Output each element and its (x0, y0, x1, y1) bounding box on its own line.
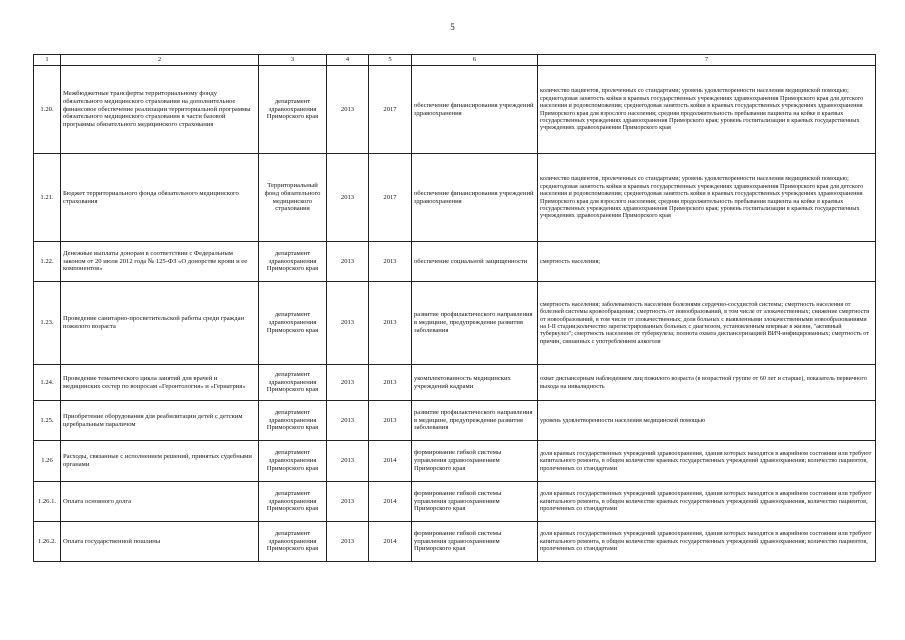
column-header-row (34, 55, 876, 66)
expected-result: развитие профилактического направления в медицине, предупреждение развития заболевания (412, 282, 538, 365)
row-number: 1.22. (34, 242, 61, 282)
expected-result: формирование гибкой системы управления здравоохранением Приморского края (412, 482, 538, 522)
start-year: 2013 (327, 242, 369, 282)
table-row (34, 66, 876, 154)
measure-name: Проведение тематического цикла занятий для врачей и медицинских сестер по вопросам «Геронтология» и «Гериатрия» (61, 365, 259, 401)
executor: Территориальный фонд обязательного медицинского страхования (259, 154, 327, 242)
indicator: охват диспансерным наблюдением лиц пожилого возраста (в возрастной группе от 60 лет и старше), показатель первичного выхода на инвалидность (538, 365, 876, 401)
column-header: 6 (412, 55, 538, 66)
end-year: 2014 (369, 441, 412, 482)
start-year: 2013 (327, 282, 369, 365)
start-year: 2013 (327, 365, 369, 401)
measure-name: Оплата государственной пошлины (61, 522, 259, 562)
measure-name: Межбюджетные трансферты территориальному фонду обязательного медицинского страхования на дополнительное финансовое обеспечение реализации территориальной программы обязательного медицинского страхования в части базовой программы обязательного медицинского страхования (61, 66, 259, 154)
executor: департамент здравоохранения Приморского края (259, 66, 327, 154)
end-year: 2014 (369, 482, 412, 522)
start-year: 2013 (327, 401, 369, 441)
start-year: 2013 (327, 441, 369, 482)
measure-name: Оплата основного долга (61, 482, 259, 522)
end-year: 2013 (369, 282, 412, 365)
table-row (34, 365, 876, 401)
indicator: доля краевых государственных учреждений здравоохранения, здания которых находятся в аварийном состоянии или требуют капитального ремонта, в общем количестве краевых государственных учреждений здравоохранения; количество пациентов, пролеченных со стандартами (538, 441, 876, 482)
measure-name: Расходы, связанные с исполнением решений, принятых судебными органами (61, 441, 259, 482)
column-header: 1 (34, 55, 61, 66)
expected-result: укомплектованность медицинских учреждений кадрами (412, 365, 538, 401)
expected-result: обеспечение финансирования учреждений здравоохранения (412, 154, 538, 242)
indicator: количество пациентов, пролеченных со стандартами; уровень удовлетворенности населения медицинской помощью; среднегодовая занятость койки в краевых государственных учреждениях здравоохранения Приморского края для детского населения и родовспоможения; среднегодовая занятость койки в краевых государственных учреждениях здравоохранения Приморского края для взрослого населения; средняя продолжительность пребывания пациента на койке в краевых государственных учреждениях здравоохранения Приморского края; уровень госпитализации в краевых государственных учреждениях здравоохранения Приморского края (538, 154, 876, 242)
row-number: 1.26.2. (34, 522, 61, 562)
start-year: 2013 (327, 154, 369, 242)
expected-result: формирование гибкой системы управления здравоохранением Приморского края (412, 522, 538, 562)
column-header: 2 (61, 55, 259, 66)
start-year: 2013 (327, 66, 369, 154)
executor: департамент здравоохранения Приморского края (259, 242, 327, 282)
row-number: 1.26.1. (34, 482, 61, 522)
table-row (34, 522, 876, 562)
executor: департамент здравоохранения Приморского края (259, 441, 327, 482)
end-year: 2017 (369, 66, 412, 154)
column-header: 4 (327, 55, 369, 66)
measure-name: Денежные выплаты донорам в соответствии с Федеральным законом от 20 июля 2012 года № 125-ФЗ «О донорстве крови и ее компонентов» (61, 242, 259, 282)
row-number: 1.26 (34, 441, 61, 482)
executor: департамент здравоохранения Приморского края (259, 282, 327, 365)
end-year: 2013 (369, 365, 412, 401)
table-row (34, 282, 876, 365)
end-year: 2013 (369, 401, 412, 441)
indicator: доля краевых государственных учреждений здравоохранения, здания которых находятся в аварийном состоянии или требуют капитального ремонта, в общем количестве краевых государственных учреждений здравоохранения, количество пациентов, пролеченных со стандартами (538, 482, 876, 522)
row-number: 1.21. (34, 154, 61, 242)
executor: департамент здравоохранения Приморского края (259, 522, 327, 562)
indicator: смертность населения; заболеваемость населения болезнями сердечно-сосудистой системы; смертность населения от болезней системы кровообращения; смертность от новообразований, в том числе от злокачественных; снижение смертности от новообразований, в том числе от злокачественных; доля больных с выявленными злокачественными новообразованиями на I-II стадии;количество зарегистрированных больных с диагнозом, установленным впервые в жизни, "активный туберкулез"; смертность населения от туберкулеза; полнота охвата диспансеризацией ВИЧ-инфицированных; смертность от причин, связанных с употреблением алкоголя (538, 282, 876, 365)
end-year: 2013 (369, 242, 412, 282)
executor: департамент здравоохранения Приморского края (259, 482, 327, 522)
column-header: 5 (369, 55, 412, 66)
column-header: 3 (259, 55, 327, 66)
page-number: 5 (450, 22, 455, 32)
measure-name: Проведение санитарно-просветительской работы среди граждан пожилого возраста (61, 282, 259, 365)
table-row (34, 154, 876, 242)
expected-result: обеспечение финансирования учреждений здравоохранения (412, 66, 538, 154)
row-number: 1.23. (34, 282, 61, 365)
indicator: смертность населения; (538, 242, 876, 282)
table-row (34, 441, 876, 482)
row-number: 1.25. (34, 401, 61, 441)
table-row (34, 242, 876, 282)
start-year: 2013 (327, 522, 369, 562)
executor: департамент здравоохранения Приморского края (259, 401, 327, 441)
expected-result: развитие профилактического направления в медицине, предупреждение развития заболевания (412, 401, 538, 441)
table-row (34, 401, 876, 441)
end-year: 2014 (369, 522, 412, 562)
executor: департамент здравоохранения Приморского края (259, 365, 327, 401)
indicator: доля краевых государственных учреждений здравоохранения, здания которых находятся в аварийном состоянии или требуют капитального ремонта, в общем количестве краевых государственных учреждений здравоохранения; количество пациентов, пролеченных со стандартами (538, 522, 876, 562)
expected-result: обеспечение социальной защищенности (412, 242, 538, 282)
row-number: 1.20. (34, 66, 61, 154)
indicator: количество пациентов, пролеченных со стандартами; уровень удовлетворенности населения медицинской помощью; среднегодовая занятость койки в краевых государственных учреждениях здравоохранения Приморского края для детского населения и родовспоможения; среднегодовая занятость койки в краевых государственных учреждениях здравоохранения Приморского края для взрослого населения; средняя продолжительность пребывания пациента на койке в краевых государственных учреждениях здравоохранения Приморского края; уровень госпитализации в краевых государственных учреждениях здравоохранения Приморского края (538, 66, 876, 154)
program-table (33, 54, 876, 562)
column-header: 7 (538, 55, 876, 66)
end-year: 2017 (369, 154, 412, 242)
measure-name: Приобретение оборудования для реабилитации детей с детским церебральным параличом (61, 401, 259, 441)
measure-name: Бюджет территориального фонда обязательного медицинского страхования (61, 154, 259, 242)
row-number: 1.24. (34, 365, 61, 401)
expected-result: формирование гибкой системы управления здравоохранением Приморского края (412, 441, 538, 482)
start-year: 2013 (327, 482, 369, 522)
indicator: уровень удовлетворенности населения медицинской помощью (538, 401, 876, 441)
table-row (34, 482, 876, 522)
